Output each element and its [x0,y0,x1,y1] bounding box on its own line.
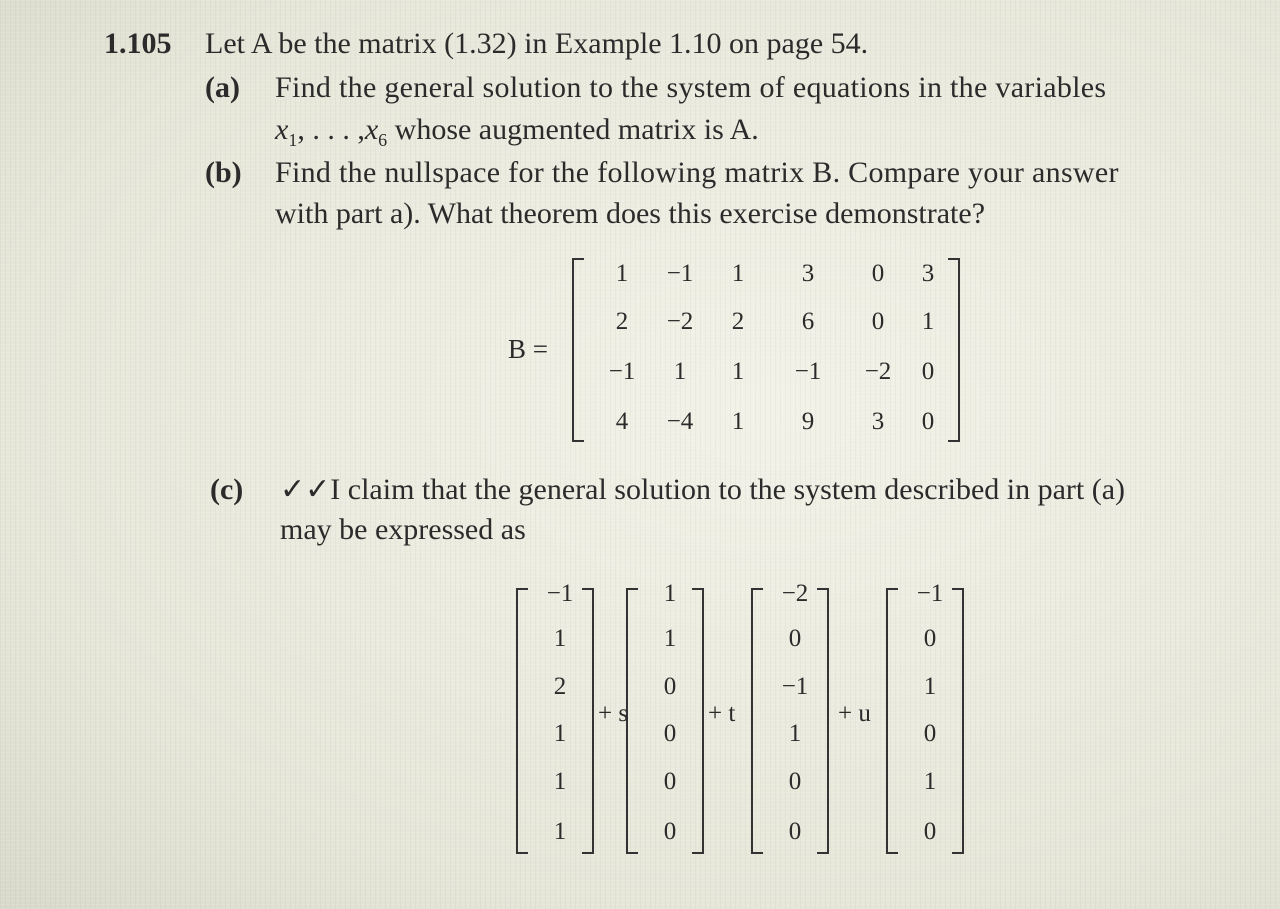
part-c-text-line1: ✓✓I claim that the general solution to the system described in part (a) [280,473,1126,506]
matrix-b-cell: 1 [731,358,745,385]
vector-entry: 1 [663,580,677,607]
vector-entry: 0 [663,818,677,845]
part-c-label: (c) [210,473,244,506]
matrix-b-cell: 3 [801,260,815,287]
vector-entry: 0 [663,720,677,747]
vector-entry: 0 [788,625,802,652]
vector-entry: −1 [546,580,574,607]
part-c-text-line2: may be expressed as [280,513,526,546]
vector-entry: 1 [923,768,937,795]
vector-entry: 2 [553,673,567,700]
matrix-b-cell: −1 [608,358,636,385]
vector-entry: 1 [553,720,567,747]
vector-entry: −2 [781,580,809,607]
vector-entry: 0 [923,720,937,747]
vector-operator: + u [838,700,871,727]
vector-entry: −1 [781,673,809,700]
vector-entry: −1 [916,580,944,607]
vector-entry: 0 [788,768,802,795]
part-b-text-line1: Find the nullspace for the following matrix B. Compare your answer [275,156,1119,189]
matrix-b-cell: −1 [794,358,822,385]
matrix-b-cell: 2 [731,308,745,335]
matrix-b-left-bracket [572,258,584,442]
matrix-b-cell: 1 [673,358,687,385]
matrix-b-cell: 1 [731,260,745,287]
problem-number: 1.105 [104,27,172,60]
matrix-b-cell: −2 [666,308,694,335]
vector-entry: 1 [923,673,937,700]
part-b-label: (b) [205,156,242,189]
matrix-b-label: B = [508,334,548,364]
matrix-b-cell: 6 [801,308,815,335]
vector-entry: 0 [788,818,802,845]
matrix-b-cell: 0 [921,408,935,435]
vector-entry: 1 [788,720,802,747]
part-b-text-line2: with part a). What theorem does this exercise demonstrate? [275,197,986,230]
matrix-b-cell: 4 [615,408,629,435]
matrix-b-cell: 0 [871,308,885,335]
var-x-end-sub: 6 [378,130,388,150]
vector-entry: 1 [553,625,567,652]
matrix-b-cell: 1 [615,260,629,287]
matrix-b-cell: −4 [666,408,694,435]
vector-entry: 1 [553,768,567,795]
part-a-text-line1: Find the general solution to the system of equations in the variables [275,71,1107,104]
vector-entry: 0 [663,768,677,795]
matrix-b-cell: 0 [871,260,885,287]
matrix-b-cell: 3 [921,260,935,287]
matrix-b-cell: 2 [615,308,629,335]
vector-entry: 0 [663,673,677,700]
vector-operator: + t [708,700,736,727]
matrix-b-cell: 1 [731,408,745,435]
matrix-b-cell: 3 [871,408,885,435]
problem-intro: Let A be the matrix (1.32) in Example 1.10 on page 54. [205,27,869,60]
ellipsis: , . . . , [297,113,365,146]
var-x-start: x [275,113,289,146]
var-x-start-sub: 1 [288,130,298,150]
vector-left-bracket [751,588,763,854]
part-a-label: (a) [205,71,240,104]
var-x-end: x [364,113,379,146]
matrix-b-cell: −2 [864,358,892,385]
vector-entry: 0 [923,818,937,845]
vector-left-bracket [886,588,898,854]
matrix-b-cell: 1 [921,308,935,335]
part-a-line2-rest: whose augmented matrix is A. [394,113,759,146]
vector-entry: 1 [663,625,677,652]
vector-entry: 1 [553,818,567,845]
vector-left-bracket [516,588,528,854]
vector-operator: + s [598,700,629,727]
matrix-b-cell: −1 [666,260,694,287]
matrix-b-cell: 0 [921,358,935,385]
vector-entry: 0 [923,625,937,652]
matrix-b-cell: 9 [801,408,815,435]
part-a-text-line2 [275,112,759,158]
